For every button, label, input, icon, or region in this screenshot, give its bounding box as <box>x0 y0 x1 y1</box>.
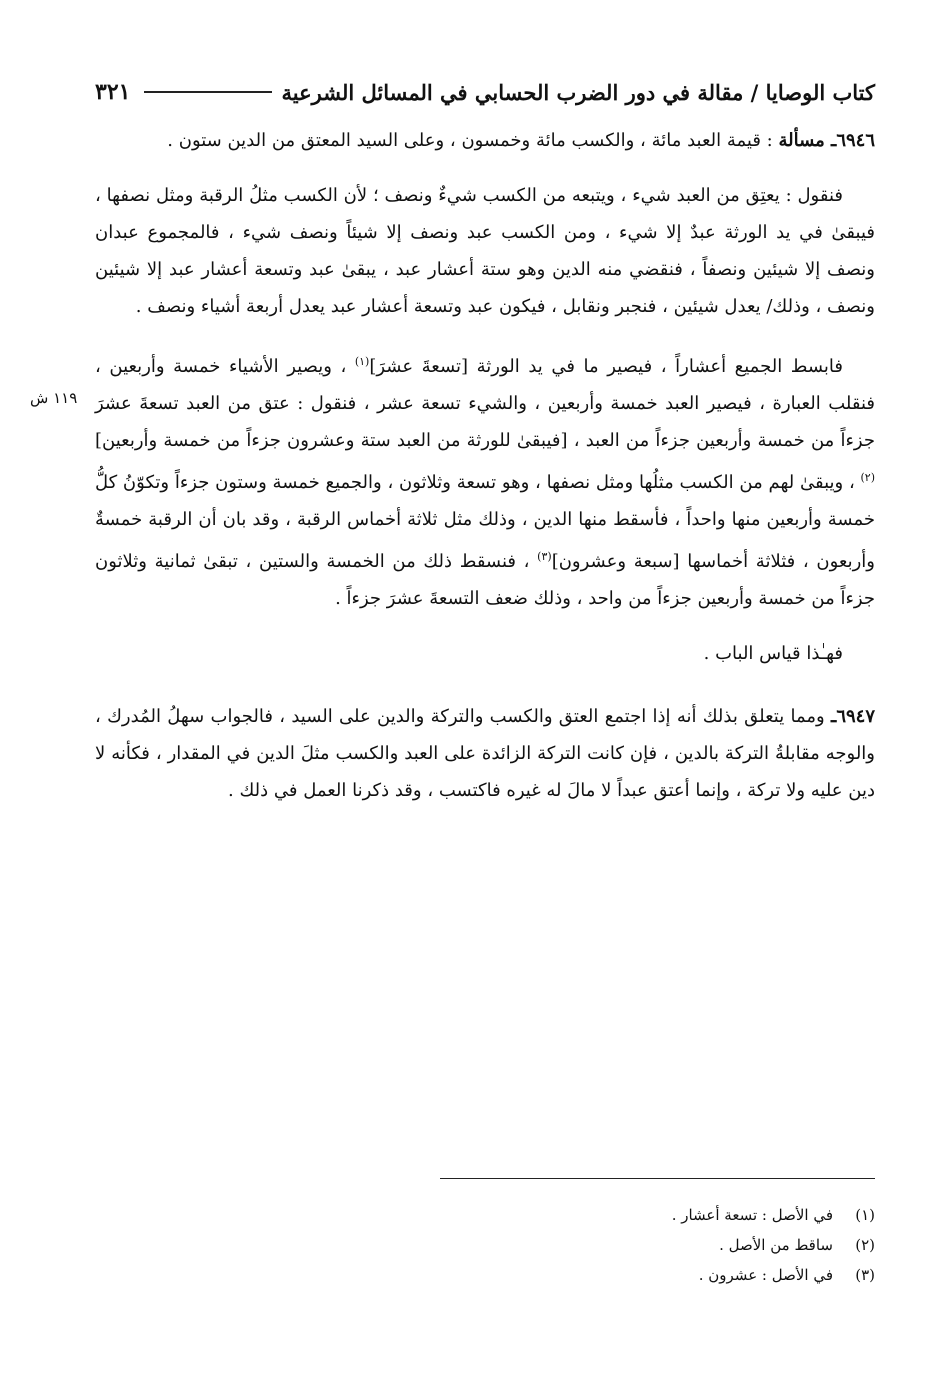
footnote-item <box>440 1230 875 1260</box>
footnotes <box>440 1200 875 1290</box>
footnote-number: (٣) <box>855 1266 875 1284</box>
paragraph-solution-text: فنقول : يعتِق من العبد شيء ، ويتبعه من الكسب شيءٌ ونصف ؛ لأن الكسب مثلُ الرقبة ومثل نصفها ، فيبقىٰ في يد الورثة عبدٌ إلا شيء ، ومن الكسب عبد ونصف إلا شيئاً ونصف شيء ، فالمجموع عبدان ونصف إلا شيئين ونصفاً ، فنقضي منه الدين وهو ستة أعشار عبد ، يبقىٰ عبد وتسعة أعشار عبد إلا شيئين ونصف ، وذلك/ يعدل شيئين ، فنجبر ونقابل ، فيكون عبد وتسعة أعشار عبد يعدل أربعة أشياء ونصف . <box>95 185 876 317</box>
paragraph-6946 <box>95 122 875 159</box>
paragraph-expansion-part-b: ، ويصير الأشياء خمسة وأربعين ، فنقلب العبارة ، فيصير العبد خمسة وأربعين ، والشيء تسعة عشر ، فنقول : عتق من العبد تسعةَ عشرَ جزءاً من خمسة وأربعين جزءاً من العبد ، [فيبقىٰ للورثة من العبد ستة وعشرون جزءاً من خمسة وأربعين] <box>95 356 875 451</box>
footnote-item <box>440 1200 875 1230</box>
paragraph-solution <box>95 177 875 325</box>
header-rule <box>144 91 271 93</box>
footnote-number: (١) <box>855 1206 875 1224</box>
page-number: ٣٢١ <box>95 79 131 105</box>
issue-number-6946: ٦٩٤٦ـ مسألة <box>778 130 875 151</box>
paragraph-expansion-part-a: فابسط الجميع أعشاراً ، فيصير ما في يد الورثة [تسعةَ عشرَ] <box>369 356 843 377</box>
closing-line: فهـٰذا قياس الباب . <box>703 643 843 664</box>
footnote-separator <box>440 1178 875 1179</box>
footnote-item <box>440 1260 875 1290</box>
footnote-ref-3[interactable]: (٣) <box>537 550 552 563</box>
header-title: كتاب الوصايا / مقالة في دور الضرب الحسابي في المسائل الشرعية <box>281 79 875 105</box>
issue-number-6947: ٦٩٤٧ـ <box>831 706 875 727</box>
footnote-text: ساقط من الأصل . <box>719 1236 833 1254</box>
paragraph-6947-text: ومما يتعلق بذلك أنه إذا اجتمع العتق والكسب والتركة والدين على السيد ، فالجواب سهلُ المُدرك ، والوجه مقابلةُ التركة بالدين ، فإن كانت التركة الزائدة على العبد والكسب مثلَ الدين في المقدار ، فكأنه لا دين عليه ولا تركة ، وإنما أعتق عبداً لا مالَ له غيره فاكتسب ، وقد ذكرنا العمل في ذلك . <box>95 706 875 801</box>
footnote-text: في الأصل : عشرون . <box>698 1266 833 1284</box>
paragraph-6947 <box>95 698 875 809</box>
paragraph-expansion-part-c: ، ويبقىٰ لهم من الكسب مثلُها ومثل نصفها ، وهو تسعة وثلاثون ، والجميع خمسة وستون جزءاً وتكوّنُ كلُّ خمسة وأربعين منها واحداً ، فأسقط منها الدين ، وذلك مثل ثلاثة أخماس الرقبة ، وقد بان أن الرقبة خمسةٌ وأربعون ، فثلاثة أخماسها [سبعة وعشرون] <box>95 472 875 572</box>
page-body <box>95 70 875 827</box>
paragraph-expansion <box>95 343 875 617</box>
footnote-ref-2[interactable]: (٢) <box>860 471 875 484</box>
footnote-text: في الأصل : تسعة أعشار . <box>671 1206 833 1224</box>
paragraph-6946-text: : قيمة العبد مائة ، والكسب مائة وخمسون ، وعلى السيد المعتق من الدين ستون . <box>167 130 773 151</box>
footnote-number: (٢) <box>855 1236 875 1254</box>
margin-manuscript-ref: ١١٩ ش <box>30 389 78 407</box>
running-header <box>95 70 875 114</box>
footnote-ref-1[interactable]: (١) <box>354 355 370 368</box>
paragraph-expansion-part-d: ، فنسقط ذلك من الخمسة والستين ، تبقىٰ ثمانية وثلاثون جزءاً من خمسة وأربعين جزءاً من واحد ، وذلك ضعف التسعةَ عشرَ جزءاً . <box>95 551 875 609</box>
